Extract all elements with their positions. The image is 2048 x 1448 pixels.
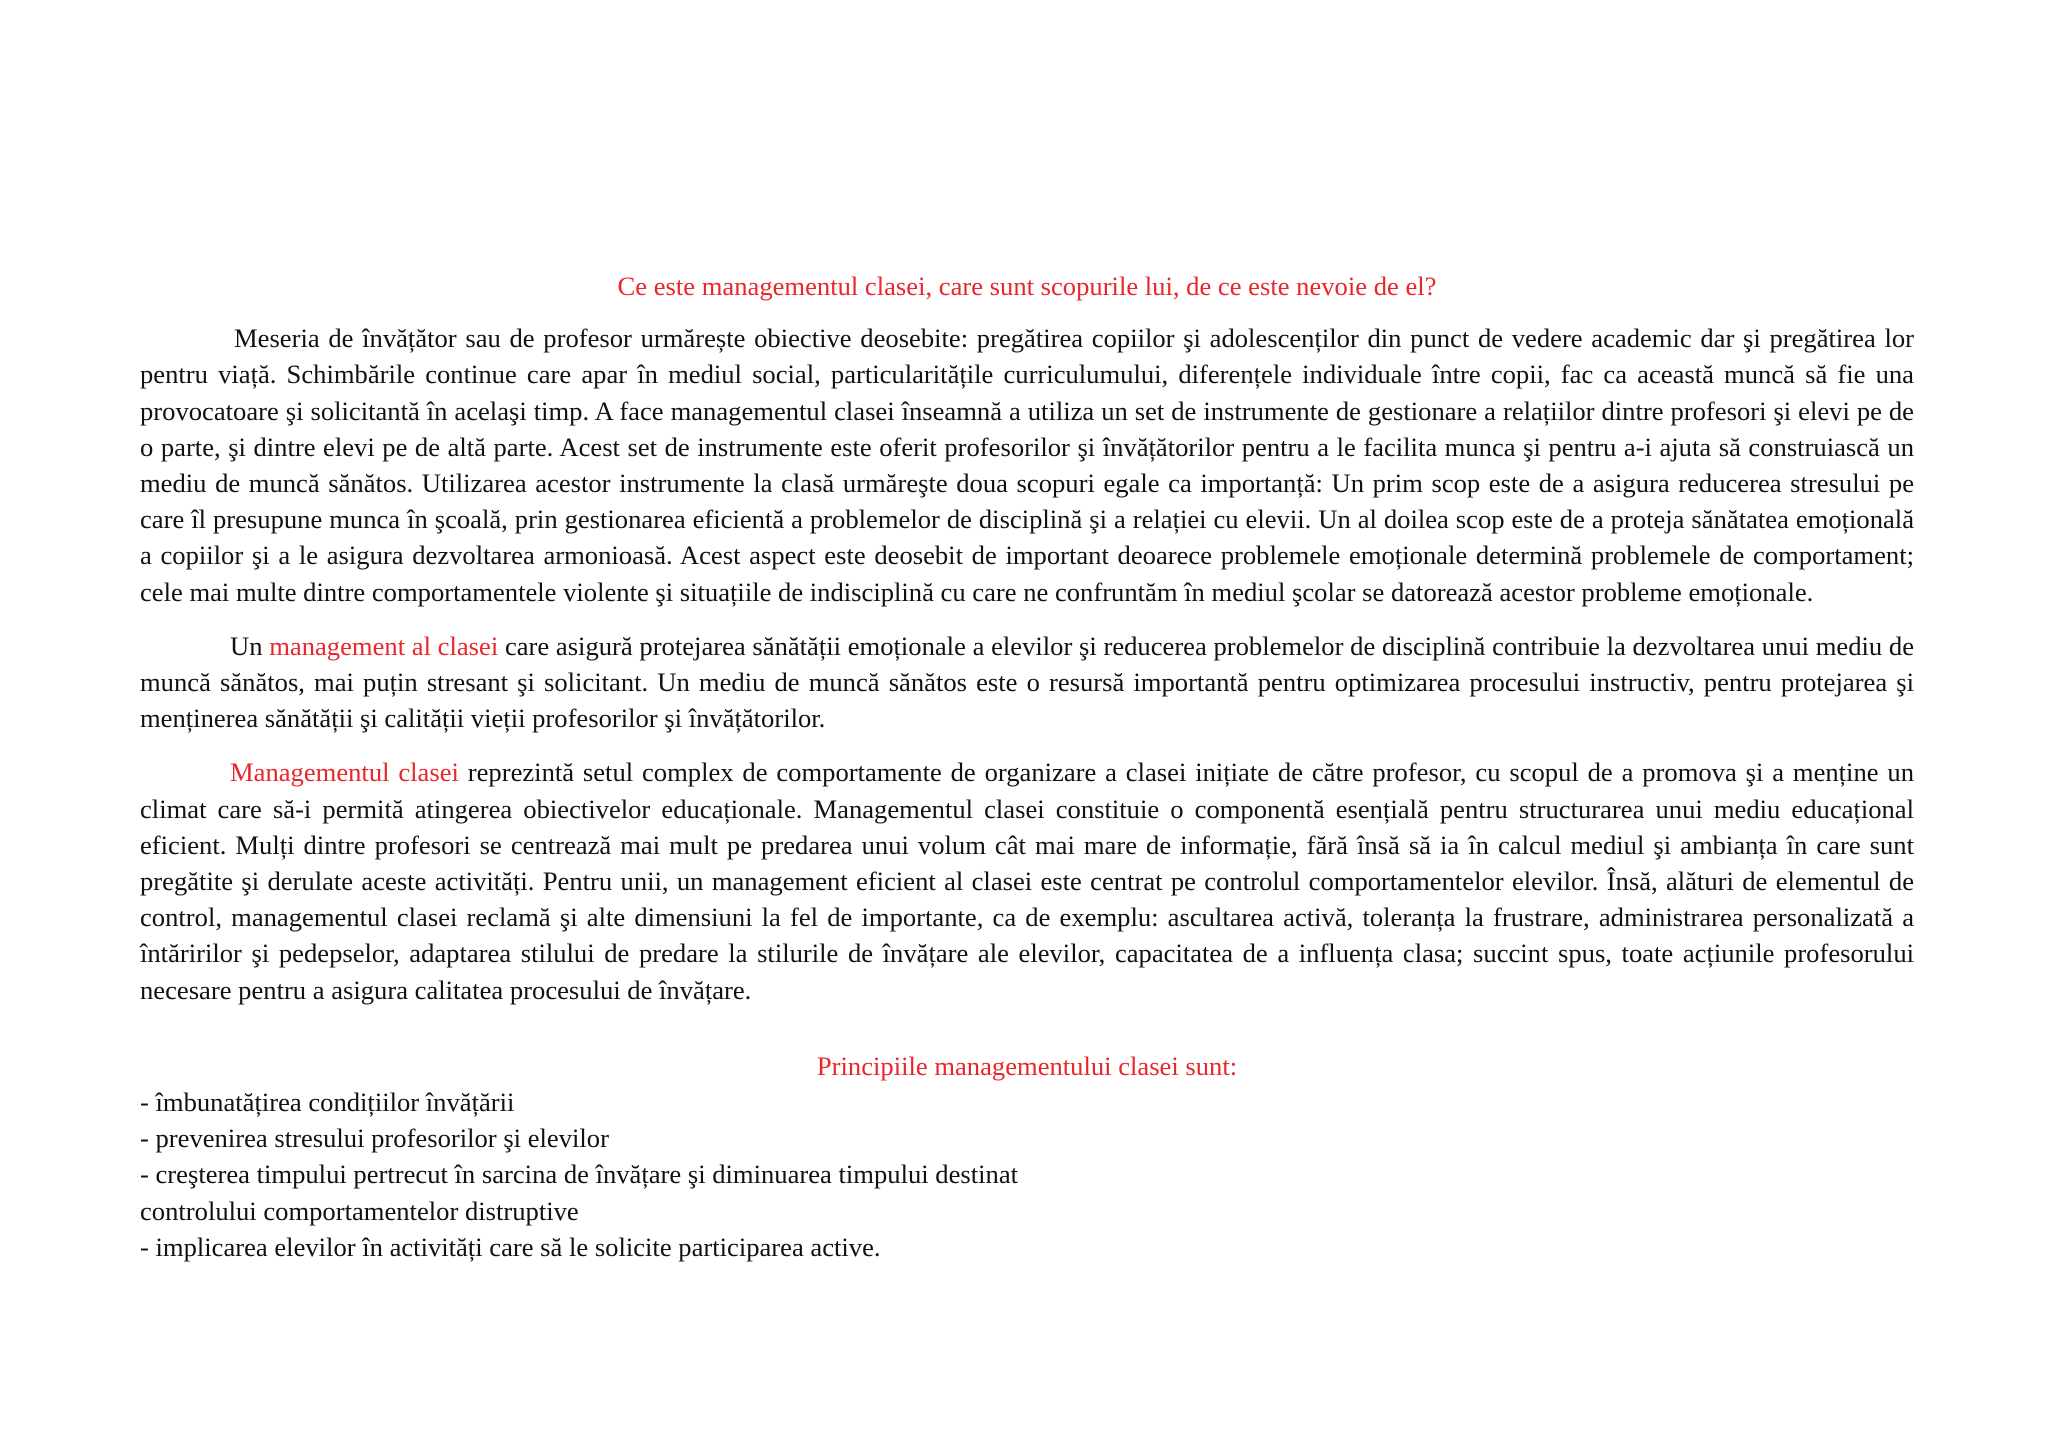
paragraph-intro: Meseria de învățător sau de profesor urmărește obiective deosebite: pregătirea copiilor şi adolescenților din punct de vedere academic dar şi pregătirea lor pentru viață. Schimbările continue care apar în mediul social, particularitățile curriculumului, diferențele individuale între copii, fac ca această muncă să fie una provocatoare şi solicitantă în acelaşi timp. A face managementul clasei înseamnă a utiliza un set de instrumente de gestionare a relațiilor dintre profesori şi elevi pe de o parte, şi dintre elevi pe de altă parte. Acest set de instrumente este oferit profesorilor şi învățătorilor pentru a le facilita munca şi pentru a-i ajuta să construiască un mediu de muncă sănătos. Utilizarea acestor instrumente la clasă urmăreşte doua scopuri egale ca importanță: Un prim scop este de a asigura reducerea stresului pe care îl presupune munca în şcoală, prin gestionarea eficientă a problemelor de disciplină şi a relației cu elevii. Un al doilea scop este de a proteja sănătatea emoțională a copiilor şi a le asigura dezvoltarea armonioasă. Acest aspect este deosebit de important deoarece problemele emoționale determină problemele de comportament; cele mai multe dintre comportamentele violente şi situațiile de indisciplină cu care ne confruntăm în mediul şcolar se datorează acestor probleme emoționale. xyxy=(140,323,1914,607)
paragraph-body-text: care asigură protejarea sănătății emoționale a elevilor şi reducerea problemelor de disciplină contribuie la dezvoltarea unui mediu de muncă sănătos, mai puțin stresant şi solicitant. Un mediu de muncă sănătos este o resursă importantă pentru optimizarea procesului instructiv, pentru protejarea şi menținerea sănătății şi calității vieții profesorilor şi învățătorilor. xyxy=(140,630,1914,734)
principles-list xyxy=(140,1084,1140,1265)
list-item: - prevenirea stresului profesorilor şi elevilor xyxy=(140,1123,609,1154)
paragraph-management-definition xyxy=(140,754,1914,1007)
paragraph-management-benefits xyxy=(140,628,1914,737)
highlight-managementul-clasei: Managementul clasei xyxy=(230,757,459,788)
document-title: Ce este managementul clasei, care sunt scopurile lui, de ce este nevoie de el? xyxy=(617,271,1437,301)
paragraph-lead-text: Un xyxy=(230,630,270,661)
list-item: - îmbunatățirea condițiilor învățării xyxy=(140,1087,515,1118)
list-item: - creşterea timpului pertrecut în sarcina de învățare şi diminuarea timpului destinat controlului comportamentelor distruptive xyxy=(140,1159,1019,1226)
document-page xyxy=(140,268,1914,1265)
highlight-management-al-clasei: management al clasei xyxy=(269,630,499,661)
principles-heading: Principiile managementului clasei sunt: xyxy=(816,1050,1238,1081)
list-item: - implicarea elevilor în activități care să le solicite participarea active. xyxy=(140,1231,881,1262)
paragraph-body-text: reprezintă setul complex de comportamente de organizare a clasei inițiate de către profesor, cu scopul de a promova şi a menține un climat care să-i permită atingerea obiectivelor educaționale. Managementul clasei constituie o componentă esențială pentru structurarea unui mediu educațional eficient. Mulți dintre profesori se centrează mai mult pe predarea unui volum cât mai mare de informație, fără însă să ia în calcul mediul şi ambianța în care sunt pregătite şi derulate aceste activități. Pentru unii, un management eficient al clasei este centrat pe controlul comportamentelor elevilor. Însă, alături de elementul de control, managementul clasei reclamă şi alte dimensiuni la fel de importante, ca de exemplu: ascultarea activă, toleranța la frustrare, administrarea personalizată a întăririlor şi pedepselor, adaptarea stilului de predare la stilurile de învățare ale elevilor, capacitatea de a influența clasa; succint spus, toate acțiunile profesorului necesare pentru a asigura calitatea procesului de învățare. xyxy=(140,757,1914,1005)
